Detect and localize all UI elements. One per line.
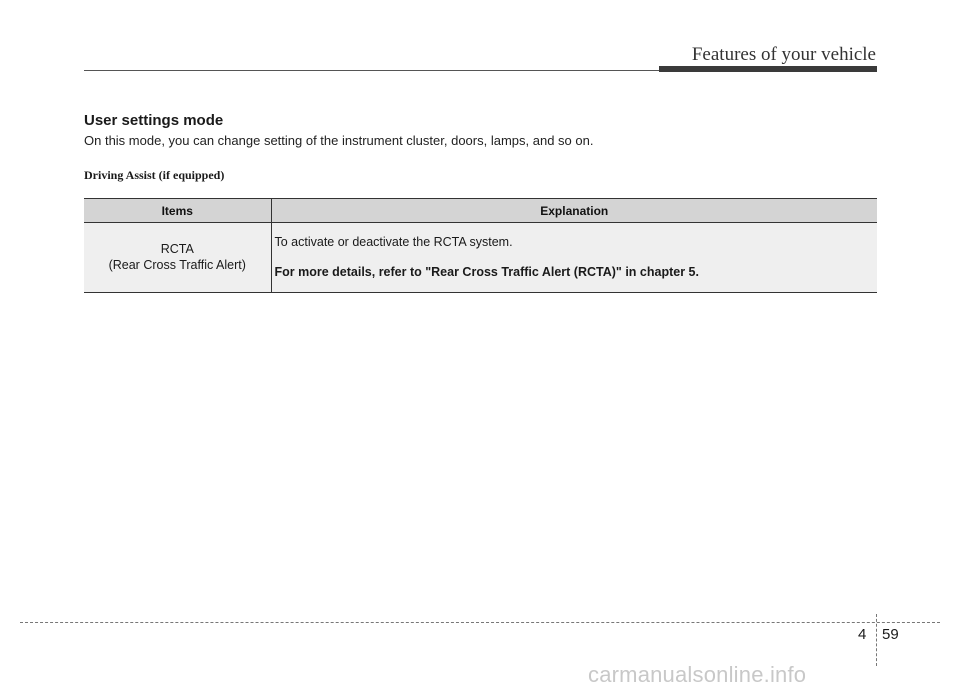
section-description: On this mode, you can change setting of the instrument cluster, doors, lamps, and so on. bbox=[84, 133, 594, 148]
table-header-row bbox=[84, 199, 877, 223]
page-header-title: Features of your vehicle bbox=[691, 44, 876, 65]
header-rule bbox=[84, 70, 659, 71]
explanation-text: To activate or deactivate the RCTA system. bbox=[274, 235, 513, 249]
chapter-number: 4 bbox=[858, 626, 867, 643]
column-header-explanation: Explanation bbox=[271, 199, 877, 223]
footer-rule bbox=[20, 622, 940, 623]
page-number: 59 bbox=[882, 626, 899, 643]
column-header-items: Items bbox=[84, 199, 271, 223]
item-cell bbox=[84, 223, 271, 293]
sub-heading: Driving Assist (if equipped) bbox=[84, 168, 225, 182]
section-title: User settings mode bbox=[84, 112, 224, 129]
item-name: RCTA bbox=[160, 242, 194, 256]
explanation-cell bbox=[271, 223, 877, 293]
item-fullname: (Rear Cross Traffic Alert) bbox=[108, 258, 246, 272]
table-row bbox=[84, 223, 877, 293]
watermark-text: carmanualsonline.info bbox=[588, 662, 807, 687]
explanation-note: For more details, refer to "Rear Cross Traffic Alert (RCTA)" in chapter 5. bbox=[274, 265, 699, 279]
settings-table bbox=[84, 198, 877, 293]
header-rule-accent bbox=[659, 66, 877, 72]
footer-divider bbox=[876, 614, 877, 666]
